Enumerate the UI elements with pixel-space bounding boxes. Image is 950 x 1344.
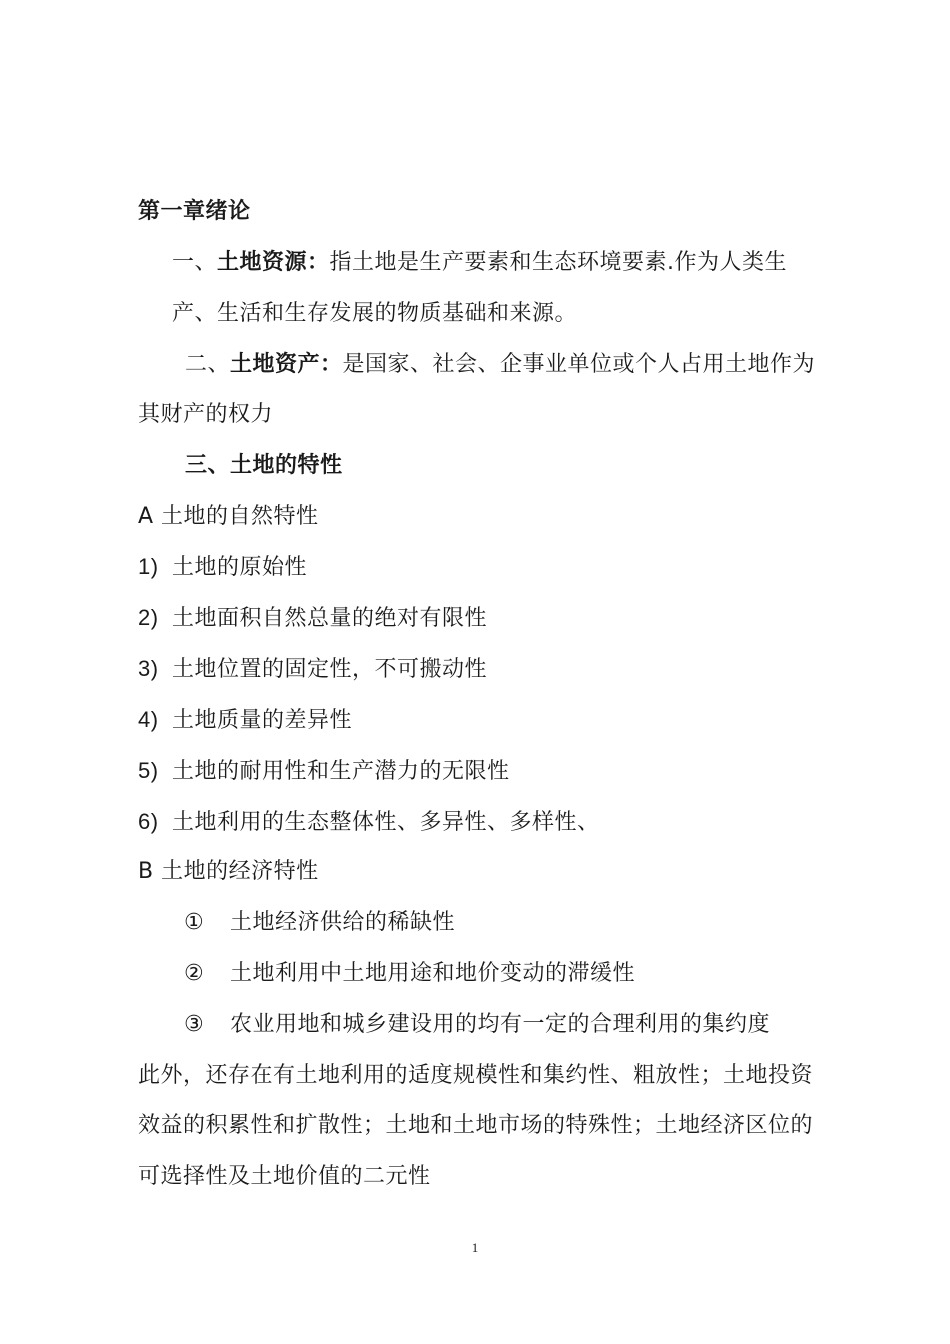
paragraph-line: 此外，还存在有土地利用的适度规模性和集约性、粗放性；土地投资 (138, 1063, 814, 1088)
list-item-number: 3) (138, 656, 159, 681)
list-item (138, 603, 487, 634)
economic-properties-heading: B 土地的经济特性 (138, 859, 319, 884)
list-item-number: ① (184, 910, 205, 935)
list-item-number: 4) (138, 707, 159, 732)
list-item-text: 土地的耐用性和生产潜力的无限性 (172, 759, 510, 784)
section-1-line-1 (172, 248, 787, 278)
list-item (184, 959, 635, 989)
list-item-text: 土地质量的差异性 (172, 708, 353, 733)
section-2-number: 二、 (185, 352, 231, 377)
list-item-number: 6) (138, 809, 159, 834)
paragraph-line: 效益的积累性和扩散性；土地和土地市场的特殊性；土地经济区位的 (138, 1113, 814, 1138)
list-item (184, 1010, 770, 1040)
section-1-line-2: 产、生活和生存发展的物质基础和来源。 (172, 301, 578, 326)
list-item-text: 土地位置的固定性，不可搬动性 (172, 657, 488, 682)
list-item (138, 654, 487, 685)
paragraph-line: 可选择性及土地价值的二元性 (138, 1164, 431, 1189)
list-item-number: ③ (184, 1012, 205, 1037)
section-2-term: 土地资产： (230, 352, 343, 377)
list-item-number: ② (184, 961, 205, 986)
list-item (138, 756, 510, 787)
natural-properties-heading: A 土地的自然特性 (138, 504, 319, 529)
list-item-text: 土地经济供给的稀缺性 (230, 910, 456, 935)
section-1-text: 指土地是生产要素和生态环境要素.作为人类生 (329, 250, 788, 275)
section-2-line-1 (185, 350, 815, 380)
section-1-number: 一、 (172, 250, 218, 275)
list-item-number: 5) (138, 758, 159, 783)
list-item-text: 土地利用中土地用途和地价变动的滞缓性 (230, 961, 636, 986)
list-item-number: 2) (138, 605, 159, 630)
page-number: 1 (471, 1240, 479, 1255)
list-item-text: 土地的原始性 (172, 555, 308, 580)
list-item-text: 农业用地和城乡建设用的均有一定的合理利用的集约度 (230, 1012, 771, 1037)
section-2-text: 是国家、社会、企事业单位或个人占用土地作为 (342, 352, 816, 377)
list-item (138, 807, 600, 838)
section-2-line-2: 其财产的权力 (138, 402, 274, 427)
list-item (138, 552, 307, 583)
section-3-heading: 三、土地的特性 (185, 453, 343, 478)
section-1-term: 土地资源： (217, 250, 330, 275)
list-item (184, 908, 455, 938)
chapter-title: 第一章绪论 (138, 199, 251, 224)
list-item-text: 土地面积自然总量的绝对有限性 (172, 606, 488, 631)
list-item-text: 土地利用的生态整体性、多异性、多样性、 (172, 810, 600, 835)
list-item (138, 705, 352, 736)
list-item-number: 1) (138, 554, 159, 579)
